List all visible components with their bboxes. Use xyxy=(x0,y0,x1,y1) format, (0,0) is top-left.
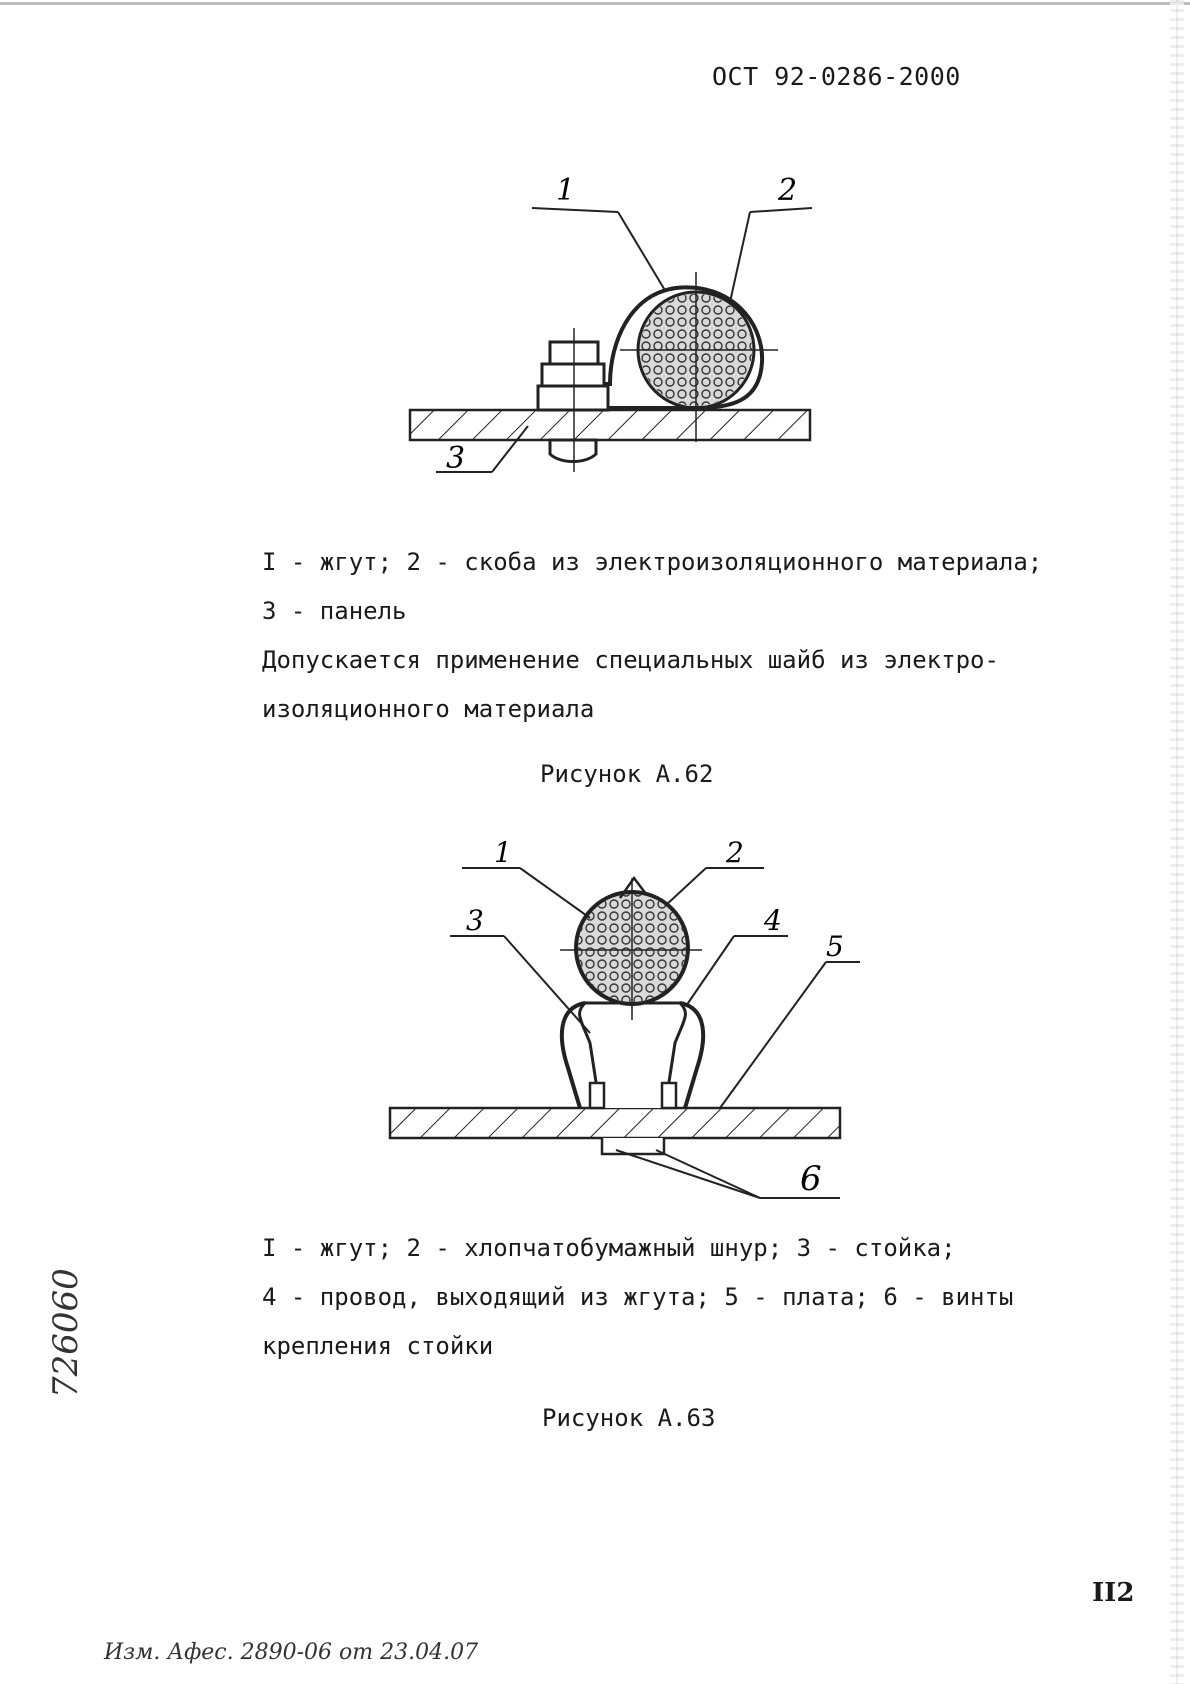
board xyxy=(390,1108,840,1138)
callout-63-4: 4 xyxy=(764,904,782,937)
figure-62-drawing xyxy=(400,172,840,502)
page-number: II2 xyxy=(1092,1578,1135,1608)
caption-63-line-1: I - жгут; 2 - хлопчатобумажный шнур; 3 - стойка; xyxy=(262,1234,956,1262)
caption-62-line-3: Допускается применение специальных шайб из электро- xyxy=(262,646,999,674)
figure-62-title: Рисунок А.62 xyxy=(540,760,714,788)
document-code: ОСТ 92-0286-2000 xyxy=(712,62,961,91)
figure-63-caption xyxy=(262,1224,1082,1371)
callout-63-3: 3 xyxy=(466,904,484,937)
callout-62-3: 3 xyxy=(446,441,466,476)
figure-63-title: Рисунок А.63 xyxy=(542,1404,716,1432)
callout-63-1: 1 xyxy=(494,838,512,869)
callout-63-5: 5 xyxy=(826,930,844,963)
change-note: Изм. Афес. 2890-06 от 23.04.07 xyxy=(104,1640,479,1665)
screws xyxy=(602,1138,664,1154)
figure-62-caption xyxy=(262,538,1082,734)
panel xyxy=(410,410,810,440)
callout-63-2: 2 xyxy=(726,838,744,869)
scan-top-edge xyxy=(0,2,1190,5)
figure-63-drawing xyxy=(380,838,860,1228)
archive-number-stamp: 726060 xyxy=(46,1268,86,1398)
callout-62-1: 1 xyxy=(556,173,576,208)
scan-margin-noise xyxy=(1170,0,1184,1684)
caption-62-line-2: 3 - панель xyxy=(262,597,407,625)
caption-63-line-2: 4 - провод, выходящий из жгута; 5 - плата; 6 - винты xyxy=(262,1283,1014,1311)
caption-62-line-4: изоляционного материала xyxy=(262,695,595,723)
callout-63-6: 6 xyxy=(800,1159,822,1199)
callout-62-2: 2 xyxy=(778,173,798,208)
caption-63-line-3: крепления стойки xyxy=(262,1332,494,1360)
caption-62-line-1: I - жгут; 2 - скоба из электроизоляционного материала; xyxy=(262,548,1043,576)
